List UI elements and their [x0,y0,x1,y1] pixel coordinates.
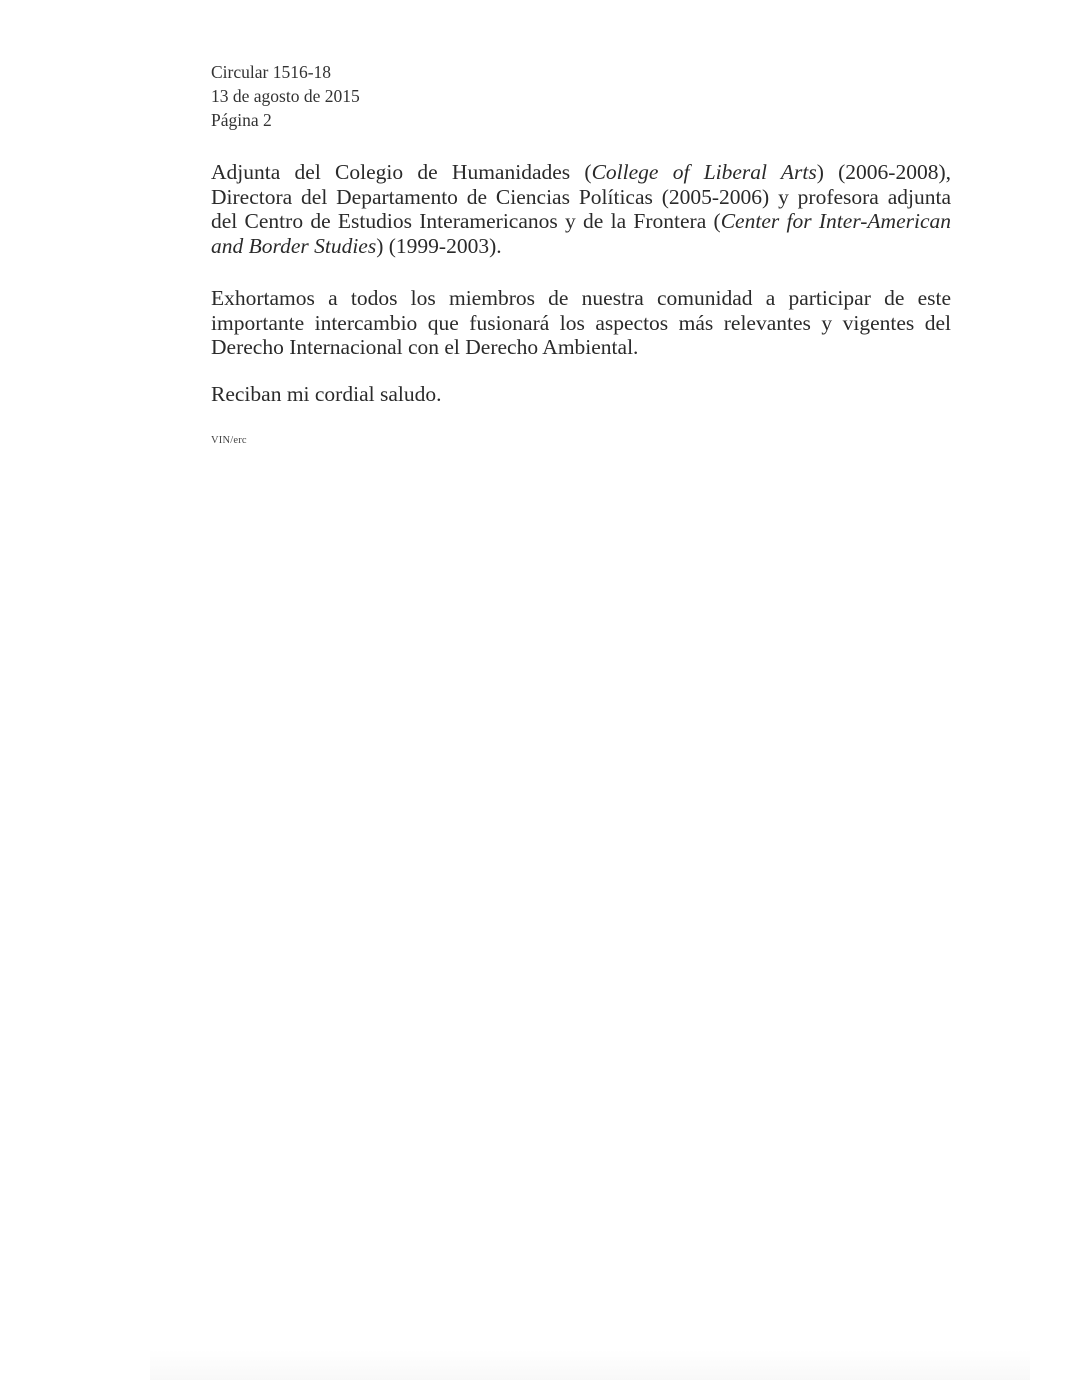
circular-number: Circular 1516-18 [211,62,332,82]
paragraph-biography-text-3: ) (1999-2003). [376,233,502,258]
page-number: Página 2 [211,110,272,130]
reference-initials: VIN/erc [211,435,247,446]
college-name-english: College of Liberal Arts [591,160,817,184]
closing-line [211,382,951,407]
scan-artifact [150,1350,1030,1380]
closing-text: Reciban mi cordial saludo. [211,382,442,406]
center-name-english: Center for Inter-American and Border Studies [211,209,951,258]
paragraph-biography [211,160,951,258]
paragraph-biography-text-1: Adjunta del Colegio de Humanidades ( [211,160,592,184]
paragraph-invitation-text: Exhortamos a todos los miembros de nuestra comunidad a participar de este importante intercambio que fusionará los aspectos más relevantes y vigentes del Derecho Internacional con el Derecho Ambiental. [211,286,951,359]
letter-date: 13 de agosto de 2015 [211,86,360,106]
paragraph-biography-text-2: ) (2006-2008), Directora del Departamento de Ciencias Políticas (2005-2006) y profesora adjunta del Centro de Estudios Interamericanos y de la Frontera ( [211,160,951,233]
paragraph-invitation [211,286,951,360]
letter-header [211,60,360,132]
